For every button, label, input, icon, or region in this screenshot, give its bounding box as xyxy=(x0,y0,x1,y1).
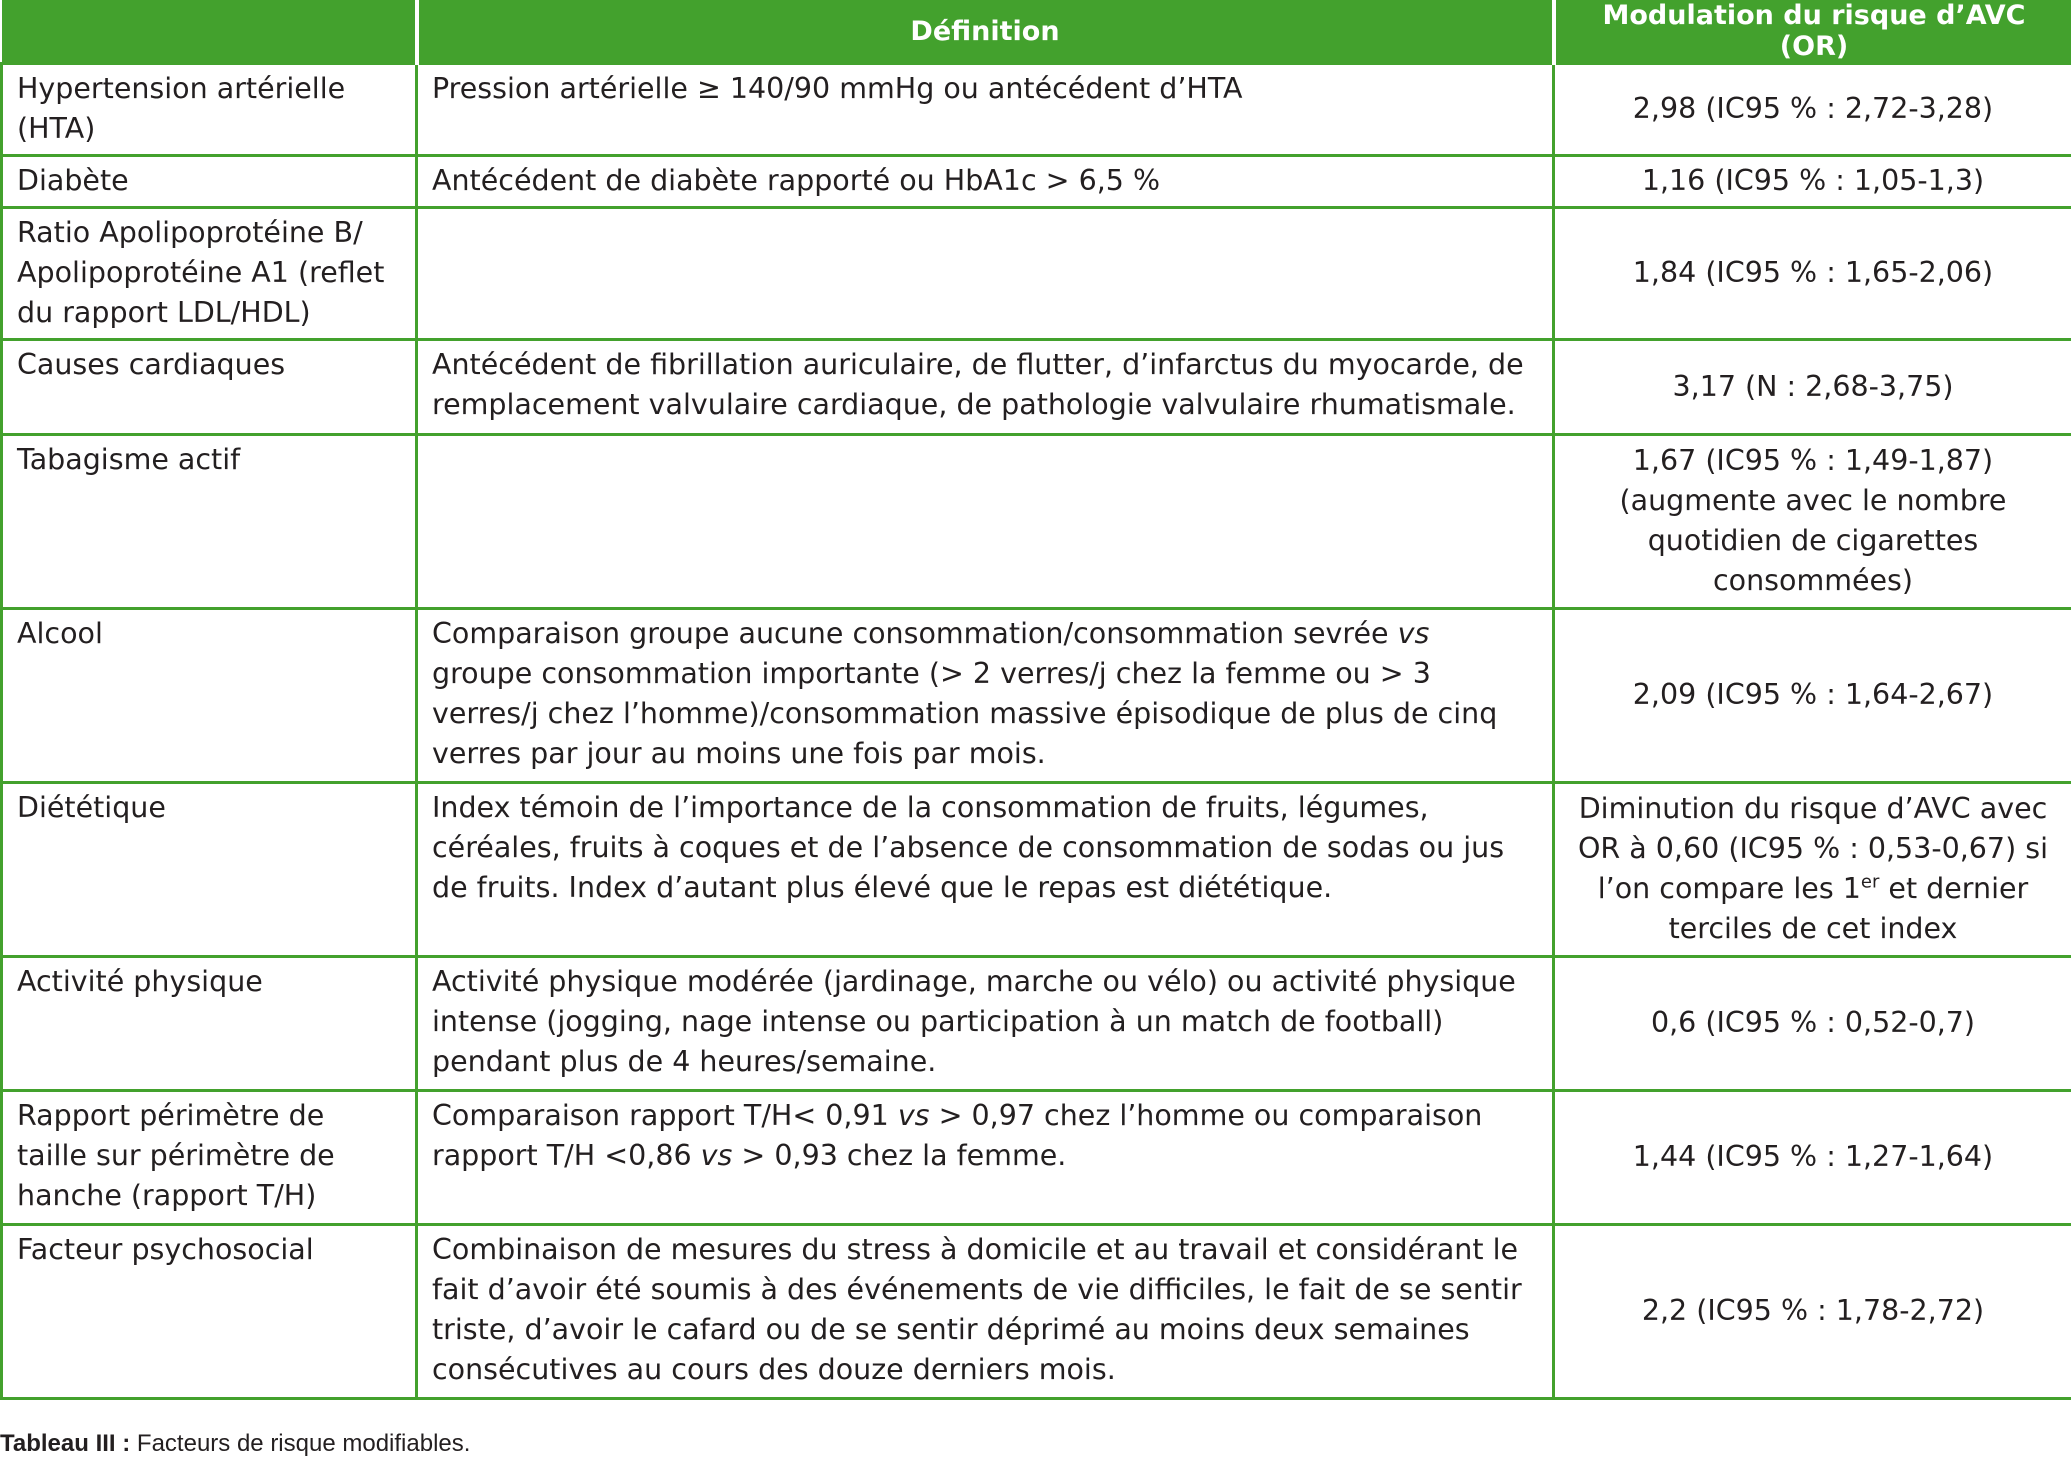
definition-cell: Antécédent de fibrillation auriculaire, de flutter, d’infarctus du myocarde, de remplacement valvulaire cardiaque, de pathologie valvulaire rhumatismale. xyxy=(417,340,1554,435)
header-factor xyxy=(2,0,417,64)
vs-abbrev: vs xyxy=(897,1099,930,1132)
ordinal-superscript: er xyxy=(1860,871,1880,893)
table-row xyxy=(2,1225,2071,1399)
risk-cell: 3,17 (N : 2,68-3,75) xyxy=(1554,340,2071,435)
factor-cell: Facteur psychosocial xyxy=(2,1225,417,1399)
table-caption xyxy=(0,1430,470,1458)
risk-cell: 1,84 (IC95 % : 1,65-2,06) xyxy=(1554,208,2071,340)
table-row xyxy=(2,609,2071,783)
risk-cell: 1,16 (IC95 % : 1,05-1,3) xyxy=(1554,156,2071,208)
factor-cell: Causes cardiaques xyxy=(2,340,417,435)
factor-cell: Diététique xyxy=(2,783,417,957)
definition-cell: Pression artérielle ≥ 140/90 mmHg ou antécédent d’HTA xyxy=(417,64,1554,156)
factor-cell: Alcool xyxy=(2,609,417,783)
definition-text: Comparaison groupe aucune consommation/consommation sevrée xyxy=(432,617,1398,650)
factor-cell: Activité physique xyxy=(2,957,417,1091)
vs-abbrev: vs xyxy=(700,1139,733,1172)
risk-cell: 1,67 (IC95 % : 1,49-1,87) (augmente avec le nombre quotidien de cigarettes consommées) xyxy=(1554,435,2071,609)
risk-cell: 2,09 (IC95 % : 1,64-2,67) xyxy=(1554,609,2071,783)
definition-cell xyxy=(417,1091,1554,1225)
definition-text: groupe consommation importante (> 2 verres/j chez la femme ou > 3 verres/j chez l’homme)/consommation massive épisodique de plus de cinq verres par jour au moins une fois par mois. xyxy=(432,657,1498,770)
definition-text: > 0,93 chez la femme. xyxy=(732,1139,1067,1172)
definition-cell xyxy=(417,435,1554,609)
risk-text: et dernier terciles de cet index xyxy=(1668,872,2029,945)
header-risk-modulation: Modulation du risque d’AVC (OR) xyxy=(1554,0,2071,64)
definition-cell xyxy=(417,208,1554,340)
table-row xyxy=(2,957,2071,1091)
factor-cell: Tabagisme actif xyxy=(2,435,417,609)
definition-cell: Activité physique modérée (jardinage, marche ou vélo) ou activité physique intense (jogging, nage intense ou participation à un match de football) pendant plus de 4 heures/semaine. xyxy=(417,957,1554,1091)
table-row xyxy=(2,340,2071,435)
table-row xyxy=(2,64,2071,156)
definition-text: > 0,97 chez l’homme ou comparaison rapport T/H <0,86 xyxy=(432,1099,1483,1172)
table-row xyxy=(2,156,2071,208)
factor-cell: Hypertension artérielle (HTA) xyxy=(2,64,417,156)
definition-cell: Combinaison de mesures du stress à domicile et au travail et considérant le fait d’avoir été soumis à des événements de vie difficiles, le fait de se sentir triste, d’avoir le cafard ou de se sentir déprimé au moins deux semaines consécutives au cours des douze derniers mois. xyxy=(417,1225,1554,1399)
table-header-row xyxy=(2,0,2071,64)
caption-text: Facteurs de risque modifiables. xyxy=(130,1430,471,1457)
definition-text: Comparaison rapport T/H< 0,91 xyxy=(432,1099,898,1132)
risk-cell: 1,44 (IC95 % : 1,27-1,64) xyxy=(1554,1091,2071,1225)
risk-cell xyxy=(1554,783,2071,957)
table-row xyxy=(2,1091,2071,1225)
factor-cell: Diabète xyxy=(2,156,417,208)
header-definition: Définition xyxy=(417,0,1554,64)
table-row xyxy=(2,208,2071,340)
factor-cell: Ratio Apolipoprotéine B/ Apolipoprotéine A1 (reflet du rapport LDL/HDL) xyxy=(2,208,417,340)
risk-cell: 2,98 (IC95 % : 2,72-3,28) xyxy=(1554,64,2071,156)
vs-abbrev: vs xyxy=(1397,617,1430,650)
definition-cell: Antécédent de diabète rapporté ou HbA1c > 6,5 % xyxy=(417,156,1554,208)
table-row xyxy=(2,783,2071,957)
risk-text: Diminution du risque d’AVC avec OR à 0,60 (IC95 % : 0,53-0,67) si l’on compare les 1 xyxy=(1577,792,2049,905)
definition-cell xyxy=(417,609,1554,783)
caption-label: Tableau III : xyxy=(0,1430,131,1457)
table-row xyxy=(2,435,2071,609)
risk-cell: 0,6 (IC95 % : 0,52-0,7) xyxy=(1554,957,2071,1091)
risk-cell: 2,2 (IC95 % : 1,78-2,72) xyxy=(1554,1225,2071,1399)
factor-cell: Rapport périmètre de taille sur périmètre de hanche (rapport T/H) xyxy=(2,1091,417,1225)
definition-cell: Index témoin de l’importance de la consommation de fruits, légumes, céréales, fruits à coques et de l’absence de consommation de sodas ou jus de fruits. Index d’autant plus élevé que le repas est diététique. xyxy=(417,783,1554,957)
